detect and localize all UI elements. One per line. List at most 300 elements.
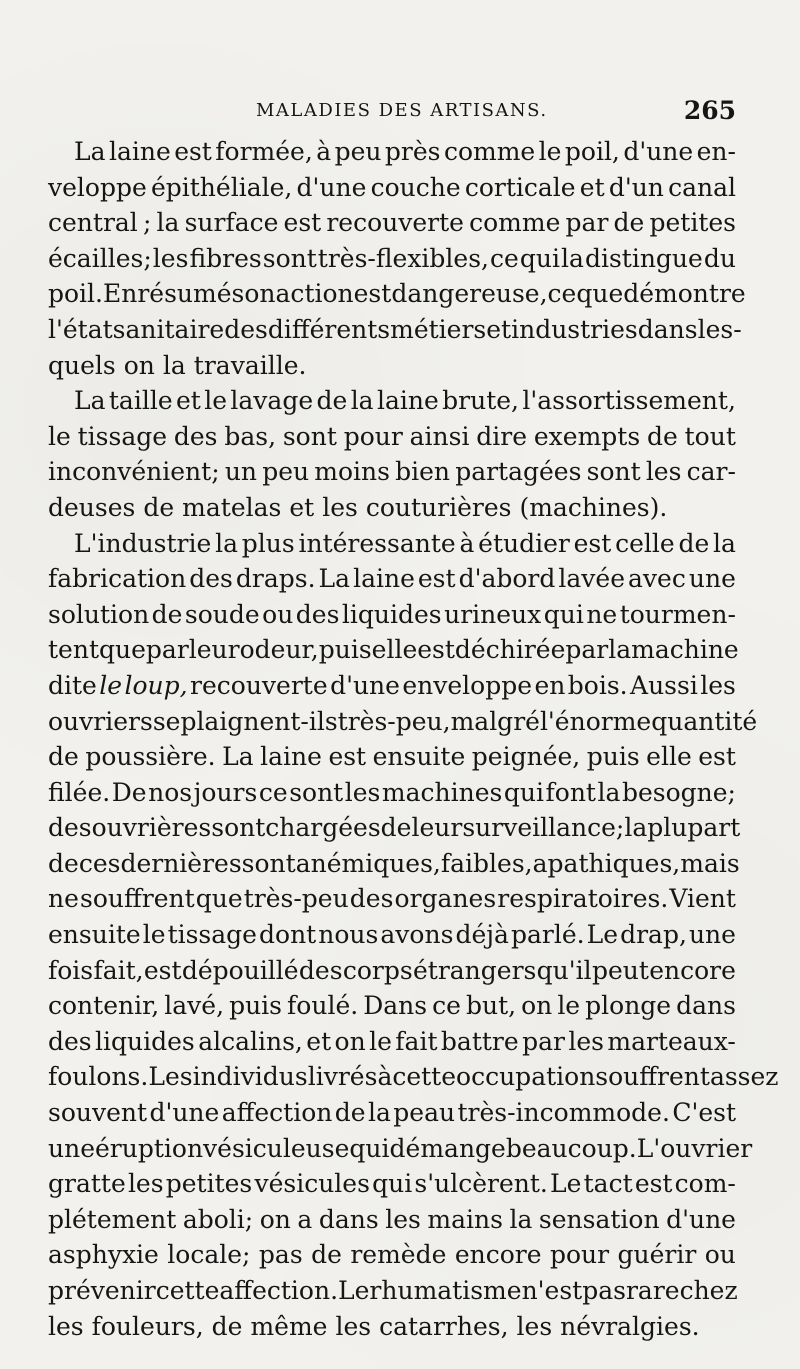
text-word: occupation (456, 1062, 596, 1092)
text-word: Le (338, 1276, 370, 1305)
text-word: urineux (444, 599, 542, 629)
text-word: est (634, 1169, 673, 1199)
text-word: souffrent (80, 884, 195, 914)
text-word: on (521, 991, 553, 1021)
text-word: formée, (215, 137, 313, 166)
text-word: démange (389, 1133, 506, 1163)
text-word: En (103, 279, 138, 309)
text-word: beaucoup. (505, 1133, 637, 1163)
text-word: vésiculeuse (203, 1133, 350, 1163)
text-word: De (111, 777, 147, 807)
text-word: sont (586, 457, 641, 487)
text-word: des (298, 955, 343, 985)
text-word: fait, (93, 955, 144, 985)
text-word: qui (503, 777, 544, 807)
text-word: draps. (235, 564, 316, 594)
text-word: nous (318, 920, 379, 950)
text-word: est (283, 208, 322, 238)
text-word: à (459, 528, 475, 558)
text-word: qui (519, 243, 560, 273)
text-word: couturières (365, 492, 512, 522)
text-word: a (297, 1204, 313, 1234)
text-line (48, 526, 736, 562)
text-line (48, 1237, 736, 1273)
text-word: dangereuse, (391, 279, 548, 309)
text-word: poussière. (85, 742, 216, 772)
text-word: d'une (623, 137, 694, 166)
text-word: l'assortissement, (522, 386, 736, 416)
text-word: poil. (48, 279, 103, 309)
text-word: le (99, 670, 123, 700)
text-word: la (608, 635, 632, 665)
text-word: bien (395, 457, 451, 487)
text-word: cette (392, 1062, 457, 1092)
text-word: celle (615, 528, 675, 558)
text-word: locale; (167, 1240, 251, 1270)
text-line (48, 597, 736, 633)
text-word: près (384, 137, 441, 166)
text-word: peignée, (471, 742, 581, 772)
text-word: très-peu (243, 884, 349, 914)
text-word: travaille. (193, 350, 307, 380)
text-line (48, 312, 742, 348)
text-word: alcalins, (198, 1026, 303, 1056)
text-word: com- (674, 1169, 736, 1199)
text-word: est (174, 137, 212, 166)
text-word: des (349, 884, 394, 914)
text-word: guérir (617, 1240, 697, 1270)
text-word: on (123, 350, 155, 380)
text-word: éruption (95, 1133, 204, 1163)
page-number: 265 (683, 96, 736, 125)
text-word: ce (490, 243, 519, 273)
text-word: sont (211, 813, 266, 843)
text-word: quels (48, 350, 116, 380)
text-word: ainsi (409, 421, 470, 451)
text-word: font (545, 777, 596, 807)
text-word: et (579, 172, 605, 202)
text-line (48, 241, 736, 277)
text-word: individus (192, 1062, 308, 1092)
text-word: et (176, 386, 201, 416)
text-word: mains (427, 1204, 503, 1234)
text-word: laine (260, 742, 322, 772)
text-line (48, 419, 736, 455)
text-line (48, 348, 736, 384)
text-word: de (334, 1098, 366, 1128)
text-line (48, 739, 736, 775)
text-line (48, 704, 758, 740)
text-word: ou (704, 1240, 736, 1270)
text-word: parlé. (510, 920, 585, 950)
text-word: d'une (149, 1098, 220, 1128)
text-word: encore (649, 955, 736, 985)
text-word: dans (318, 1204, 379, 1234)
text-line (48, 1059, 779, 1095)
text-word: fabrication (48, 564, 187, 594)
text-word: que (99, 635, 146, 665)
text-line (48, 454, 736, 490)
text-word: dite (48, 670, 97, 700)
text-word: à (377, 1062, 393, 1092)
text-word: pas (582, 1276, 626, 1305)
text-word: Le (586, 920, 619, 950)
text-word: différents (267, 314, 391, 344)
text-word: est (143, 955, 182, 985)
text-word: Le (550, 1169, 582, 1199)
text-word: L'ouvrier (636, 1133, 753, 1163)
text-word: fouleurs, (91, 1311, 204, 1341)
text-word: tent (48, 635, 99, 665)
text-word: leur (188, 635, 240, 665)
text-word: de (613, 208, 645, 238)
text-word: par (522, 1026, 565, 1056)
text-word: veloppe (48, 172, 147, 202)
text-word: des (295, 599, 340, 629)
text-line (48, 668, 736, 704)
text-word: pour (343, 421, 403, 451)
text-word: filée. (48, 777, 111, 807)
text-word: machines (381, 777, 503, 807)
text-word: métiers (390, 314, 487, 344)
text-word: avons (380, 920, 454, 950)
text-word: plupart (647, 813, 741, 843)
text-word: la (624, 813, 648, 843)
text-word: d'une (666, 1204, 736, 1234)
text-word: assez (709, 1062, 779, 1092)
text-word: très-incommode. (457, 1098, 670, 1128)
text-word: sont (262, 243, 317, 273)
text-word: de (311, 1240, 342, 1270)
text-word: des (48, 1026, 92, 1056)
text-word: déjà (455, 920, 509, 950)
text-word: d'un (608, 172, 664, 202)
text-word: inconvénient; (48, 457, 220, 487)
text-word: taille (108, 386, 173, 416)
text-word: rhumatisme (369, 1276, 522, 1305)
text-word: elle (371, 635, 418, 665)
text-word: organes (394, 884, 497, 914)
text-word: les (645, 457, 682, 487)
text-word: comme (469, 208, 561, 238)
text-word: sensation (538, 1204, 660, 1234)
text-word: marteaux- (607, 1026, 736, 1056)
text-word: chargées (265, 813, 381, 843)
text-word: dont (259, 920, 317, 950)
text-word: dernières (120, 848, 242, 878)
text-word: brute, (442, 386, 519, 416)
text-line (48, 881, 736, 917)
text-word: le (538, 137, 562, 166)
text-word: qui (543, 599, 584, 629)
text-word: pour (549, 1240, 610, 1270)
text-line (48, 775, 736, 811)
text-word: à (316, 137, 332, 166)
text-word: les (344, 777, 381, 807)
text-word: surveillance (462, 813, 616, 843)
text-word: démontre (623, 279, 746, 309)
text-word: par (565, 635, 609, 665)
text-line (48, 1095, 736, 1131)
text-word: ensuite (48, 920, 141, 950)
text-word: écailles; (48, 243, 152, 273)
text-word: les (385, 1204, 421, 1234)
text-word: Les (148, 1062, 193, 1092)
text-word: affection. (219, 1276, 339, 1305)
text-word: affection (221, 1098, 333, 1128)
text-word: corticale (464, 172, 576, 202)
text-word: du (703, 243, 736, 273)
text-word: la (713, 528, 736, 558)
text-line (48, 953, 736, 989)
text-word: et (486, 314, 512, 344)
text-word: souffrent (595, 1062, 710, 1092)
text-word: liquides (341, 599, 442, 629)
text-word: chez (679, 1276, 738, 1305)
text-word: on (334, 1026, 366, 1056)
text-word: plonge (585, 991, 672, 1021)
text-word: les (516, 1311, 553, 1341)
text-line (48, 170, 736, 206)
text-word: mais (680, 848, 740, 878)
text-word: n'est (521, 1276, 583, 1305)
text-word: est (328, 742, 367, 772)
text-word: très-flexibles, (317, 243, 490, 273)
text-word: puis (586, 742, 640, 772)
text-word: même (250, 1311, 328, 1341)
text-word: petites (649, 208, 736, 238)
text-word: peu (334, 137, 382, 166)
text-word: comme (443, 137, 536, 166)
text-word: apathiques, (532, 848, 681, 878)
text-word: est (698, 742, 736, 772)
text-word: faibles, (440, 848, 533, 878)
text-line (48, 917, 736, 953)
text-word: lavée (558, 564, 626, 594)
text-line (48, 810, 741, 846)
text-word: central (48, 208, 138, 238)
text-word: en (534, 670, 566, 700)
text-word: de (48, 848, 79, 878)
text-word: peu (262, 457, 310, 487)
text-word: peut (591, 955, 649, 985)
text-word: vésicules (254, 1169, 370, 1199)
text-word: partagées (455, 457, 582, 487)
text-word: la (597, 777, 621, 807)
running-head (48, 98, 736, 134)
text-word: Dans (363, 991, 428, 1021)
text-word: le (48, 421, 71, 451)
text-word: souvent (48, 1098, 148, 1128)
text-word: laine (108, 137, 171, 166)
text-word: remède (350, 1240, 447, 1270)
text-word: les (335, 1311, 372, 1341)
text-word: avec (628, 564, 686, 594)
text-word: l'énorme (539, 706, 652, 736)
text-word: ce (432, 991, 461, 1021)
text-word: les- (697, 314, 742, 344)
text-word: les (48, 1311, 84, 1341)
text-word: machine (631, 635, 739, 665)
text-word: anémiques, (295, 848, 441, 878)
text-word: bas, (224, 421, 277, 451)
text-word: dans (676, 991, 736, 1021)
text-word: La (74, 386, 106, 416)
text-line (48, 846, 740, 882)
text-word: Vient (669, 884, 736, 914)
body-text (48, 134, 779, 1344)
text-word: de (678, 528, 710, 558)
text-word: laine (353, 564, 415, 594)
text-word: ensuite (372, 742, 466, 772)
text-word: laine (376, 386, 439, 416)
text-word: d'une (330, 670, 400, 700)
text-word: car- (686, 457, 736, 487)
text-word: solution (48, 599, 150, 629)
text-word: la (350, 386, 374, 416)
text-word: le (142, 920, 166, 950)
text-word: La (74, 137, 106, 166)
text-word: les (700, 670, 736, 700)
text-word: odeur, (239, 635, 319, 665)
text-line (48, 383, 736, 419)
text-word: le (557, 991, 581, 1021)
text-word: dans (637, 314, 698, 344)
text-word: contenir, (48, 991, 160, 1021)
text-word: ne (48, 884, 79, 914)
text-word: qui (372, 1169, 413, 1199)
text-word: recouverte (190, 670, 328, 700)
text-word: résumé (137, 279, 232, 309)
text-word: C'est (672, 1098, 736, 1128)
text-word: distingue (584, 243, 703, 273)
text-word: La (318, 564, 351, 594)
text-word: est (417, 564, 456, 594)
text-word: battre (440, 1026, 519, 1056)
text-line (48, 276, 746, 312)
text-word: de (151, 599, 183, 629)
text-word: moins (314, 457, 390, 487)
text-word: catarrhes, (379, 1311, 509, 1341)
text-word: deuses (48, 492, 136, 522)
text-word: plétement (48, 1204, 177, 1234)
text-word: intéressante (298, 528, 456, 558)
text-word: une (48, 1133, 95, 1163)
text-word: ne (586, 599, 618, 629)
text-word: lavé, (164, 991, 225, 1021)
text-word: matelas (182, 492, 282, 522)
text-word: rare (625, 1276, 680, 1305)
text-word: son (231, 279, 276, 309)
text-word: que (195, 884, 243, 914)
text-word: épithéliale, (150, 172, 293, 202)
text-word: on (259, 1204, 291, 1234)
text-word: exempts (533, 421, 641, 451)
text-word: sanitaire (112, 314, 225, 344)
text-word: Aussi (630, 670, 698, 700)
text-word: drap, (620, 920, 687, 950)
text-word: recouverte (326, 208, 464, 238)
text-word: des (48, 813, 92, 843)
text-word: puis (318, 635, 372, 665)
text-word: les (322, 492, 358, 522)
text-word: ouvriers (48, 706, 153, 736)
text-word: (machines). (519, 492, 668, 522)
text-word: ou (262, 599, 294, 629)
text-word: un (224, 457, 258, 487)
text-word: jours (193, 777, 258, 807)
text-line (48, 490, 736, 526)
text-word: des (189, 564, 233, 594)
text-word: elle (646, 742, 692, 772)
text-word: des (173, 421, 218, 451)
text-word: industries (511, 314, 638, 344)
text-word: d'une (296, 172, 367, 202)
text-word: plaignent-ils (180, 706, 338, 736)
text-word: but, (465, 991, 517, 1021)
text-word: La (222, 742, 254, 772)
text-line (48, 632, 739, 668)
text-word: la (156, 208, 180, 238)
text-line (48, 1131, 753, 1167)
text-line (48, 561, 736, 597)
text-word: la (509, 1204, 533, 1234)
text-word: et (306, 1026, 332, 1056)
text-word: ce (547, 279, 577, 309)
text-line (48, 1309, 736, 1345)
text-line (48, 1166, 736, 1202)
text-word: puis (229, 991, 283, 1021)
text-word: névralgies. (560, 1311, 700, 1341)
text-word: prévenir (48, 1276, 156, 1305)
text-line (48, 1024, 736, 1060)
text-word: tout (684, 421, 736, 451)
text-line (48, 988, 736, 1024)
text-word: fois (48, 955, 94, 985)
text-word: l'état (48, 314, 113, 344)
text-word: qu'il (536, 955, 592, 985)
text-word: est (573, 528, 612, 558)
text-word: les (568, 1026, 604, 1056)
text-word: la (162, 350, 186, 380)
text-word: peau (393, 1098, 456, 1128)
text-word: étrangers (412, 955, 537, 985)
text-word: foulé. (287, 991, 359, 1021)
text-word: tissage (77, 421, 168, 451)
text-word: dépouillé (181, 955, 299, 985)
text-word: la (561, 243, 584, 273)
text-word: qui (349, 1133, 390, 1163)
text-word: ; (615, 813, 625, 843)
text-word: ces (78, 848, 121, 878)
text-word: besogne; (621, 777, 736, 807)
text-word: livrés (307, 1062, 378, 1092)
text-word: le (369, 1026, 392, 1056)
text-word: tissage (167, 920, 257, 950)
text-word: corps (342, 955, 413, 985)
text-word: asphyxie (48, 1240, 159, 1270)
text-word: de (316, 386, 348, 416)
text-word: enveloppe (402, 670, 533, 700)
text-word: le (204, 386, 228, 416)
text-word: d'abord (458, 564, 556, 594)
text-word: fibres (189, 243, 262, 273)
text-word: surface (184, 208, 279, 238)
text-word: nos (148, 777, 193, 807)
text-word: plus (241, 528, 295, 558)
text-word: tact (583, 1169, 633, 1199)
text-word: fait (395, 1026, 438, 1056)
